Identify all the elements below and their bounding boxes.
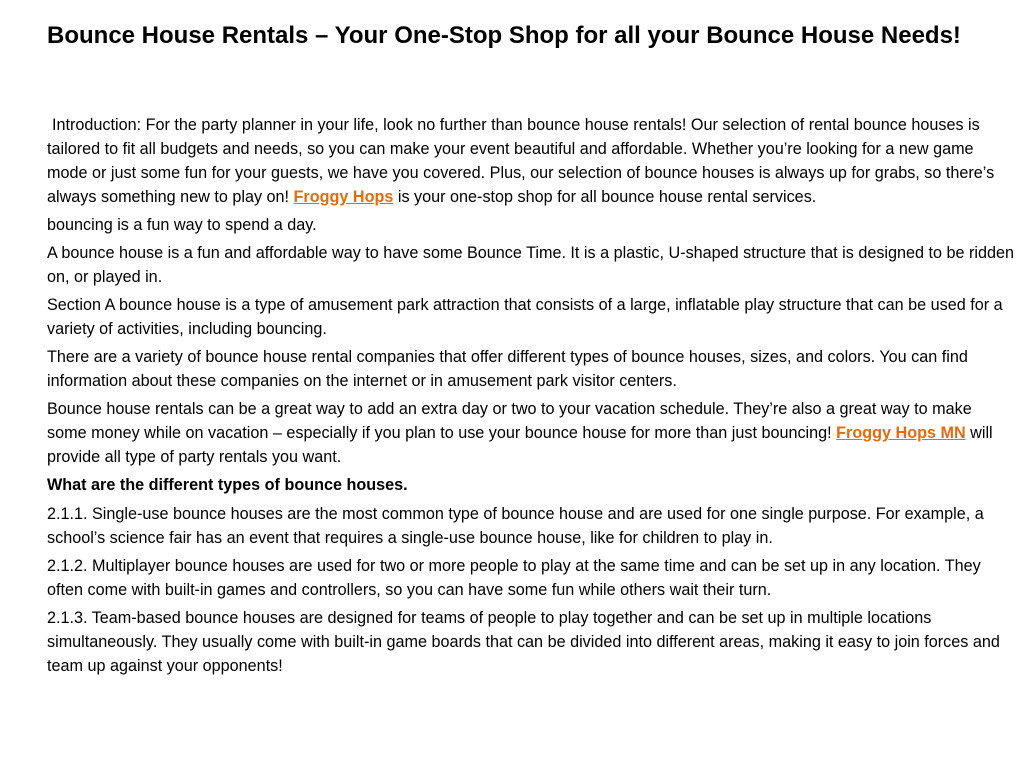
paragraph-vacation — [47, 398, 1015, 470]
page-title: Bounce House Rentals – Your One-Stop Shop for all your Bounce House Needs! — [47, 22, 961, 49]
intro-paragraph — [47, 114, 1015, 210]
section-heading-types: What are the different types of bounce houses. — [47, 476, 408, 495]
intro-text-after: is your one-stop shop for all bounce house rental services. — [393, 187, 817, 206]
list-item-multiplayer: 2.1.2. Multiplayer bounce houses are used for two or more people to play at the same time and can be set up in any location. They often come with built-in games and controllers, so you can have some fun while others wait their turn. — [47, 556, 981, 599]
paragraph-rental-companies: There are a variety of bounce house rental companies that offer different types of bounce houses, sizes, and colors. You can find information about these companies on the internet or in amusement park visitor centers. — [47, 348, 968, 391]
paragraph-section-a: Section A bounce house is a type of amusement park attraction that consists of a large, inflatable play structure that can be used for a variety of activities, including bouncing. — [47, 296, 1003, 339]
slide-body — [47, 114, 1015, 683]
intro-text-before: Introduction: For the party planner in your life, look no further than bounce house rentals! Our selection of rental bounce houses is tailored to fit all budgets and needs, so you can make your event beautiful and affordable. Whether you’re looking for a new game mode or just some fun for your guests, we have you covered. Plus, our selection of bounce houses is always up for grabs, so there’s always something new to play on! — [47, 116, 995, 206]
froggy-hops-mn-link[interactable]: Froggy Hops MN — [836, 424, 966, 443]
list-item-single-use: 2.1.1. Single-use bounce houses are the most common type of bounce house and are used for one single purpose. For example, a school’s science fair has an event that requires a single-use bounce house, like for children to play in. — [47, 504, 984, 547]
vacation-text-before: Bounce house rentals can be a great way to add an extra day or two to your vacation schedule. They’re also a great way to make some money while on vacation – especially if you plan to use your bounce house for more than just bouncing! — [47, 400, 972, 443]
paragraph-bouncing-fun: bouncing is a fun way to spend a day. — [47, 215, 317, 234]
list-item-team-based: 2.1.3. Team-based bounce houses are designed for teams of people to play together and can be set up in multiple locations simultaneously. They usually come with built-in game boards that can be divided into different areas, making it easy to join forces and team up against your opponents! — [47, 608, 1000, 675]
vacation-text-after: will provide all type of party rentals you want. — [47, 424, 993, 467]
paragraph-bounce-house-definition: A bounce house is a fun and affordable way to have some Bounce Time. It is a plastic, U-shaped structure that is designed to be ridden on, or played in. — [47, 244, 1015, 287]
froggy-hops-link[interactable]: Froggy Hops — [293, 187, 394, 206]
